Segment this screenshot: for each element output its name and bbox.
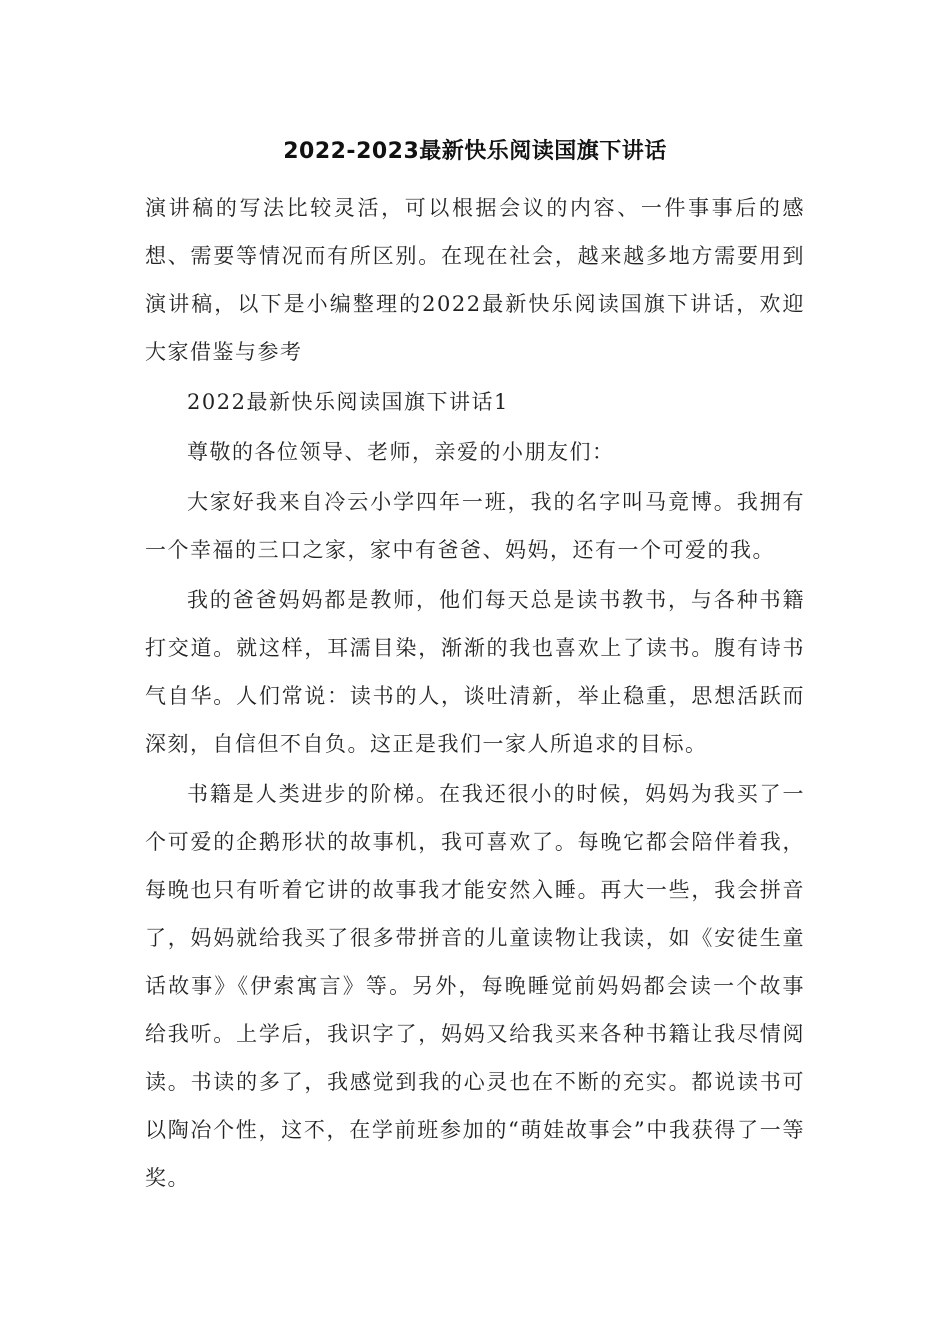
body-paragraph-2: 我的爸爸妈妈都是教师，他们每天总是读书教书，与各种书籍打交道。就这样，耳濡目染，渐渐的我也喜欢上了读书。腹有诗书气自华。人们常说：读书的人，谈吐清新，举止稳重，思想活跃而深刻，自信但不自负。这正是我们一家人所追求的目标。 (145, 588, 805, 756)
body-paragraph-3: 书籍是人类进步的阶梯。在我还很小的时候，妈妈为我买了一个可爱的企鹅形状的故事机，我可喜欢了。每晚它都会陪伴着我，每晚也只有听着它讲的故事我才能安然入睡。再大一些，我会拼音了，妈妈就给我买了很多带拼音的儿童读物让我读，如《安徒生童话故事》《伊索寓言》等。另外，每晚睡觉前妈妈都会读一个故事给我听。上学后，我识字了，妈妈又给我买来各种书籍让我尽情阅读。书读的多了，我感觉到我的心灵也在不断的充实。都说读书可以陶冶个性，这不，在学前班参加的“萌娃故事会”中我获得了一等奖。 (145, 782, 805, 1190)
document-page (145, 130, 805, 1204)
intro-paragraph: 演讲稿的写法比较灵活，可以根据会议的内容、一件事事后的感想、需要等情况而有所区别。在现在社会，越来越多地方需要用到演讲稿，以下是小编整理的2022最新快乐阅读国旗下讲话，欢迎大家借鉴与参考 (145, 196, 805, 364)
salutation-paragraph: 尊敬的各位领导、老师，亲爱的小朋友们： (187, 440, 615, 464)
section-heading: 2022最新快乐阅读国旗下讲话1 (187, 390, 509, 414)
document-title: 2022-2023最新快乐阅读国旗下讲话 (283, 139, 667, 164)
body-paragraph-1: 大家好我来自冷云小学四年一班，我的名字叫马竟博。我拥有一个幸福的三口之家，家中有爸爸、妈妈，还有一个可爱的我。 (145, 490, 805, 562)
